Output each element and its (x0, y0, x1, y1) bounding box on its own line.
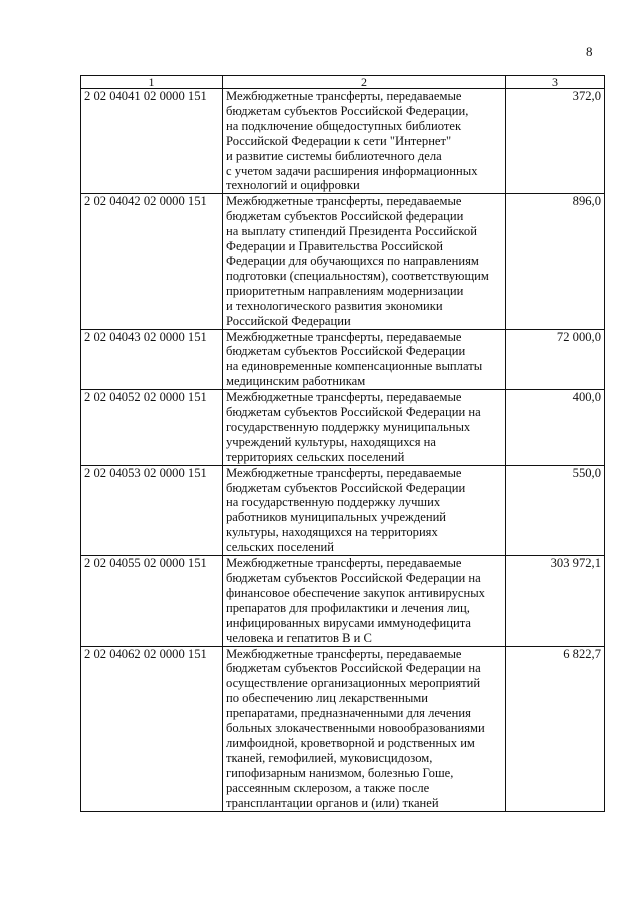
description-cell: Межбюджетные трансферты, передаваемые бюджетам субъектов Российской Федерации на государственную поддержку лучших работников муниципальных учреждений культуры, находящихся на территориях сельских поселений (223, 465, 506, 555)
table-row (81, 556, 605, 646)
amount-cell: 372,0 (506, 89, 605, 194)
table-row (81, 465, 605, 555)
column-header-amount: 3 (506, 76, 605, 89)
amount-cell: 72 000,0 (506, 329, 605, 390)
description-cell: Межбюджетные трансферты, передаваемые бюджетам субъектов Российской Федерации на финансовое обеспечение закупок антивирусных препаратов для профилактики и лечения лиц, инфицированных вирусами иммунодефицита человека и гепатитов В и С (223, 556, 506, 646)
description-cell: Межбюджетные трансферты, передаваемые бюджетам субъектов Российской Федерации, на подключение общедоступных библиотек Российской Федерации к сети "Интернет" и развитие системы библиотечного дела с учетом задачи расширения информационных технологий и оцифровки (223, 89, 506, 194)
budget-code-cell: 2 02 04062 02 0000 151 (81, 646, 223, 811)
description-cell: Межбюджетные трансферты, передаваемые бюджетам субъектов Российской Федерации на осуществление организационных мероприятий по обеспечению лиц лекарственными препаратами, предназначенными для лечения больных злокачественными новообразованиями лимфоидной, кроветворной и родственных им тканей, гемофилией, муковисцидозом, гипофизарным нанизмом, болезнью Гоше, рассеянным склерозом, а также после трансплантации органов и (или) тканей (223, 646, 506, 811)
table-row (81, 329, 605, 390)
description-cell: Межбюджетные трансферты, передаваемые бюджетам субъектов Российской Федерации на государственную поддержку муниципальных учреждений культуры, находящихся на территориях сельских поселений (223, 390, 506, 466)
budget-table (80, 75, 605, 812)
amount-cell: 6 822,7 (506, 646, 605, 811)
table-row (81, 390, 605, 466)
table-header-row (81, 76, 605, 89)
amount-cell: 550,0 (506, 465, 605, 555)
column-header-code: 1 (81, 76, 223, 89)
amount-cell: 896,0 (506, 194, 605, 329)
page-number: 8 (586, 44, 593, 59)
budget-code-cell: 2 02 04055 02 0000 151 (81, 556, 223, 646)
amount-cell: 400,0 (506, 390, 605, 466)
budget-code-cell: 2 02 04052 02 0000 151 (81, 390, 223, 466)
budget-code-cell: 2 02 04053 02 0000 151 (81, 465, 223, 555)
amount-cell: 303 972,1 (506, 556, 605, 646)
table-row (81, 89, 605, 194)
description-cell: Межбюджетные трансферты, передаваемые бюджетам субъектов Российской федерации на выплату стипендий Президента Российской Федерации и Правительства Российской Федерации для обучающихся по направлениям подготовки (специальностям), соответствующим приоритетным направлениям модернизации и технологического развития экономики Российской Федерации (223, 194, 506, 329)
budget-code-cell: 2 02 04041 02 0000 151 (81, 89, 223, 194)
column-header-description: 2 (223, 76, 506, 89)
budget-code-cell: 2 02 04043 02 0000 151 (81, 329, 223, 390)
budget-code-cell: 2 02 04042 02 0000 151 (81, 194, 223, 329)
table-row (81, 646, 605, 811)
table-row (81, 194, 605, 329)
description-cell: Межбюджетные трансферты, передаваемые бюджетам субъектов Российской Федерации на единовременные компенсационные выплаты медицинским работникам (223, 329, 506, 390)
